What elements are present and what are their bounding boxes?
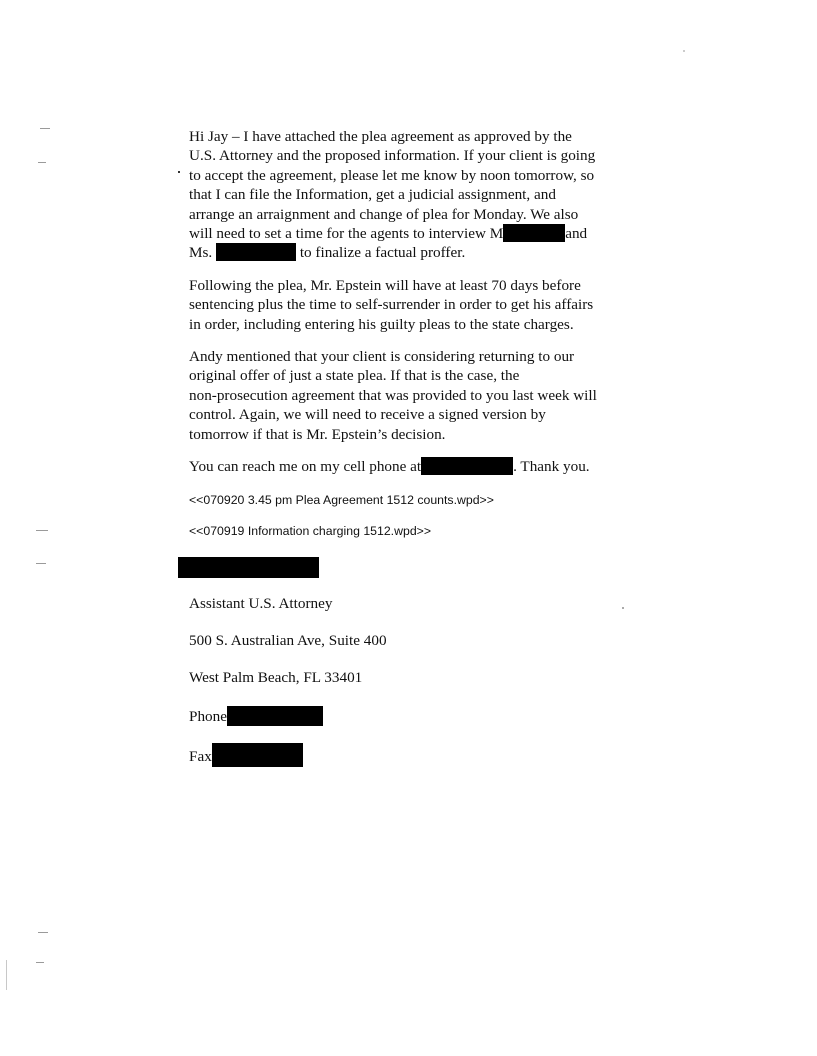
paragraph-plea-agreement (189, 127, 629, 263)
text-line (189, 457, 629, 476)
email-body (189, 127, 629, 490)
redaction-box (216, 243, 296, 261)
text-line: U.S. Attorney and the proposed information. If your client is going (189, 147, 596, 165)
text-line: control. Again, we will need to receive a signed version by (189, 406, 546, 424)
signature-phone (189, 706, 323, 726)
text-segment: Ms. (189, 244, 217, 262)
text-line: original offer of just a state plea. If that is the case, the (189, 367, 520, 385)
scan-mark (683, 50, 685, 52)
text-line: Hi Jay – I have attached the plea agreement as approved by the (189, 128, 572, 145)
scan-mark (38, 932, 48, 933)
scan-mark (36, 563, 46, 564)
scan-mark (6, 960, 7, 990)
signature-fax (189, 743, 303, 767)
text-segment: to finalize a factual proffer. (296, 244, 466, 262)
text-segment: and (565, 225, 588, 243)
text-line: sentencing plus the time to self-surrender in order to get his affairs (189, 296, 594, 314)
redaction-box (421, 457, 513, 475)
signature-city: West Palm Beach, FL 33401 (189, 669, 363, 686)
scan-mark (36, 530, 48, 531)
text-line (189, 224, 629, 243)
redaction-box (227, 706, 323, 726)
paragraph-contact (189, 457, 629, 476)
text-line: tomorrow if that is Mr. Epstein’s decision. (189, 425, 446, 443)
paragraph-state-plea (189, 347, 629, 444)
phone-label: Phone (189, 708, 227, 725)
signature-address: 500 S. Australian Ave, Suite 400 (189, 632, 387, 649)
fax-label: Fax (189, 748, 212, 765)
text-segment: will need to set a time for the agents to interview M (189, 225, 504, 243)
redaction-box (503, 224, 565, 242)
scan-mark (40, 128, 50, 129)
redaction-box-sender-name (178, 557, 319, 578)
text-line: Following the plea, Mr. Epstein will have at least 70 days before (189, 276, 581, 294)
scan-mark (38, 162, 46, 163)
attachment-information[interactable]: <<070919 Information charging 1512.wpd>> (189, 524, 432, 538)
text-line: non-prosecution agreement that was provided to you last week will (189, 386, 597, 404)
paragraph-sentencing (189, 276, 629, 334)
scan-mark (622, 607, 624, 609)
scan-mark (36, 962, 44, 963)
attachment-plea-agreement[interactable]: <<070920 3.45 pm Plea Agreement 1512 counts.wpd>> (189, 493, 494, 507)
text-line: to accept the agreement, please let me know by noon tomorrow, so (189, 166, 595, 184)
redaction-box (212, 743, 303, 767)
text-line (189, 243, 629, 262)
text-line: Andy mentioned that your client is considering returning to our (189, 348, 575, 366)
text-line: arrange an arraignment and change of plea for Monday. We also (189, 205, 579, 223)
text-line: that I can file the Information, get a judicial assignment, and (189, 186, 556, 204)
text-line: in order, including entering his guilty pleas to the state charges. (189, 315, 574, 333)
scan-mark (178, 171, 180, 173)
text-segment: . Thank you. (513, 458, 590, 476)
text-segment: You can reach me on my cell phone at (189, 458, 422, 476)
signature-title: Assistant U.S. Attorney (189, 595, 333, 612)
